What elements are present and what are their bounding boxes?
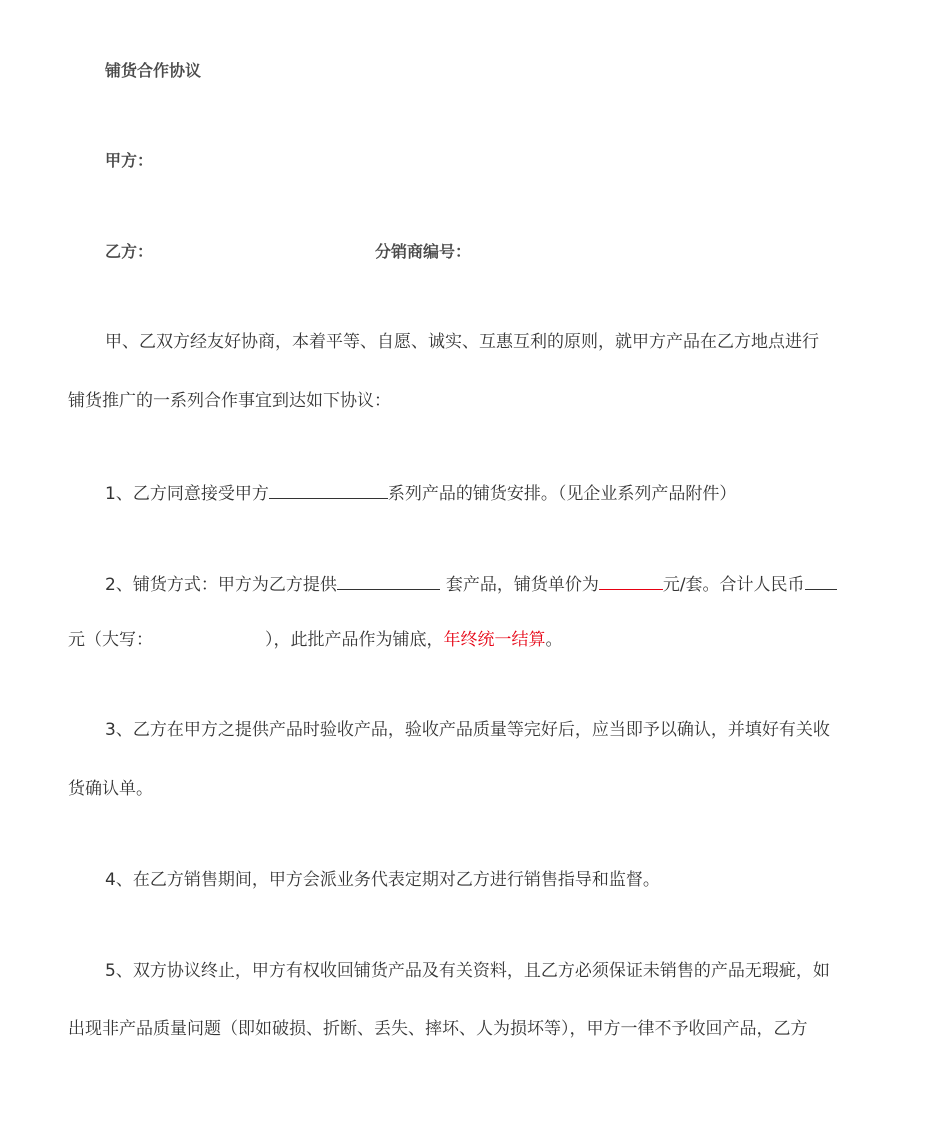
clause-5-line-2: 出现非产品质量问题（即如破损、折断、丢失、摔坏、人为损坏等），甲方一律不予收回产品，乙方 <box>68 1019 808 1039</box>
clause-2-line2-start: 元（大写： <box>68 630 153 650</box>
clause-2-line-2 <box>68 629 880 651</box>
party-b-row <box>68 241 880 263</box>
clause-2-line-1 <box>68 572 880 596</box>
document-title: 铺货合作协议 <box>105 61 202 80</box>
clause-1 <box>68 481 880 505</box>
clause-2-end: 。 <box>545 630 563 650</box>
quantity-blank[interactable] <box>337 572 440 590</box>
distributor-number-label: 分销商编号： <box>375 242 472 261</box>
unit-price-blank[interactable] <box>599 572 663 590</box>
settlement-highlight: 年终统一结算 <box>443 630 546 650</box>
party-b-label: 乙方： <box>105 242 154 261</box>
total-amount-blank[interactable] <box>805 572 837 590</box>
clause-4: 4、在乙方销售期间，甲方会派业务代表定期对乙方进行销售指导和监督。 <box>105 870 660 890</box>
clause-2-line2-mid: ），此批产品作为铺底， <box>265 630 444 650</box>
clause-2-part2: 套产品，铺货单价为 <box>445 575 599 595</box>
intro-line-1: 甲、乙双方经友好协商，本着平等、自愿、诚实、互惠互利的原则，就甲方产品在乙方地点进行 <box>105 332 819 352</box>
clause-1-after: 系列产品的铺货安排。（见企业系列产品附件） <box>387 484 737 504</box>
clause-3-line-1: 3、乙方在甲方之提供产品时验收产品，验收产品质量等完好后，应当即予以确认，并填好有关收 <box>105 720 830 740</box>
clause-5-line-1: 5、双方协议终止，甲方有权收回铺货产品及有关资料，且乙方必须保证未销售的产品无瑕疵，如 <box>105 961 830 981</box>
product-series-blank[interactable] <box>269 481 388 499</box>
clause-2-part1: 2、铺货方式：甲方为乙方提供 <box>105 575 337 595</box>
clause-1-before: 1、乙方同意接受甲方 <box>105 484 269 504</box>
clause-2-part3: 元/套。合计人民币 <box>662 575 805 595</box>
clause-3-line-2: 货确认单。 <box>68 779 153 799</box>
intro-line-2: 铺货推广的一系列合作事宜到达如下协议： <box>68 391 391 411</box>
party-a-label: 甲方： <box>105 151 154 170</box>
